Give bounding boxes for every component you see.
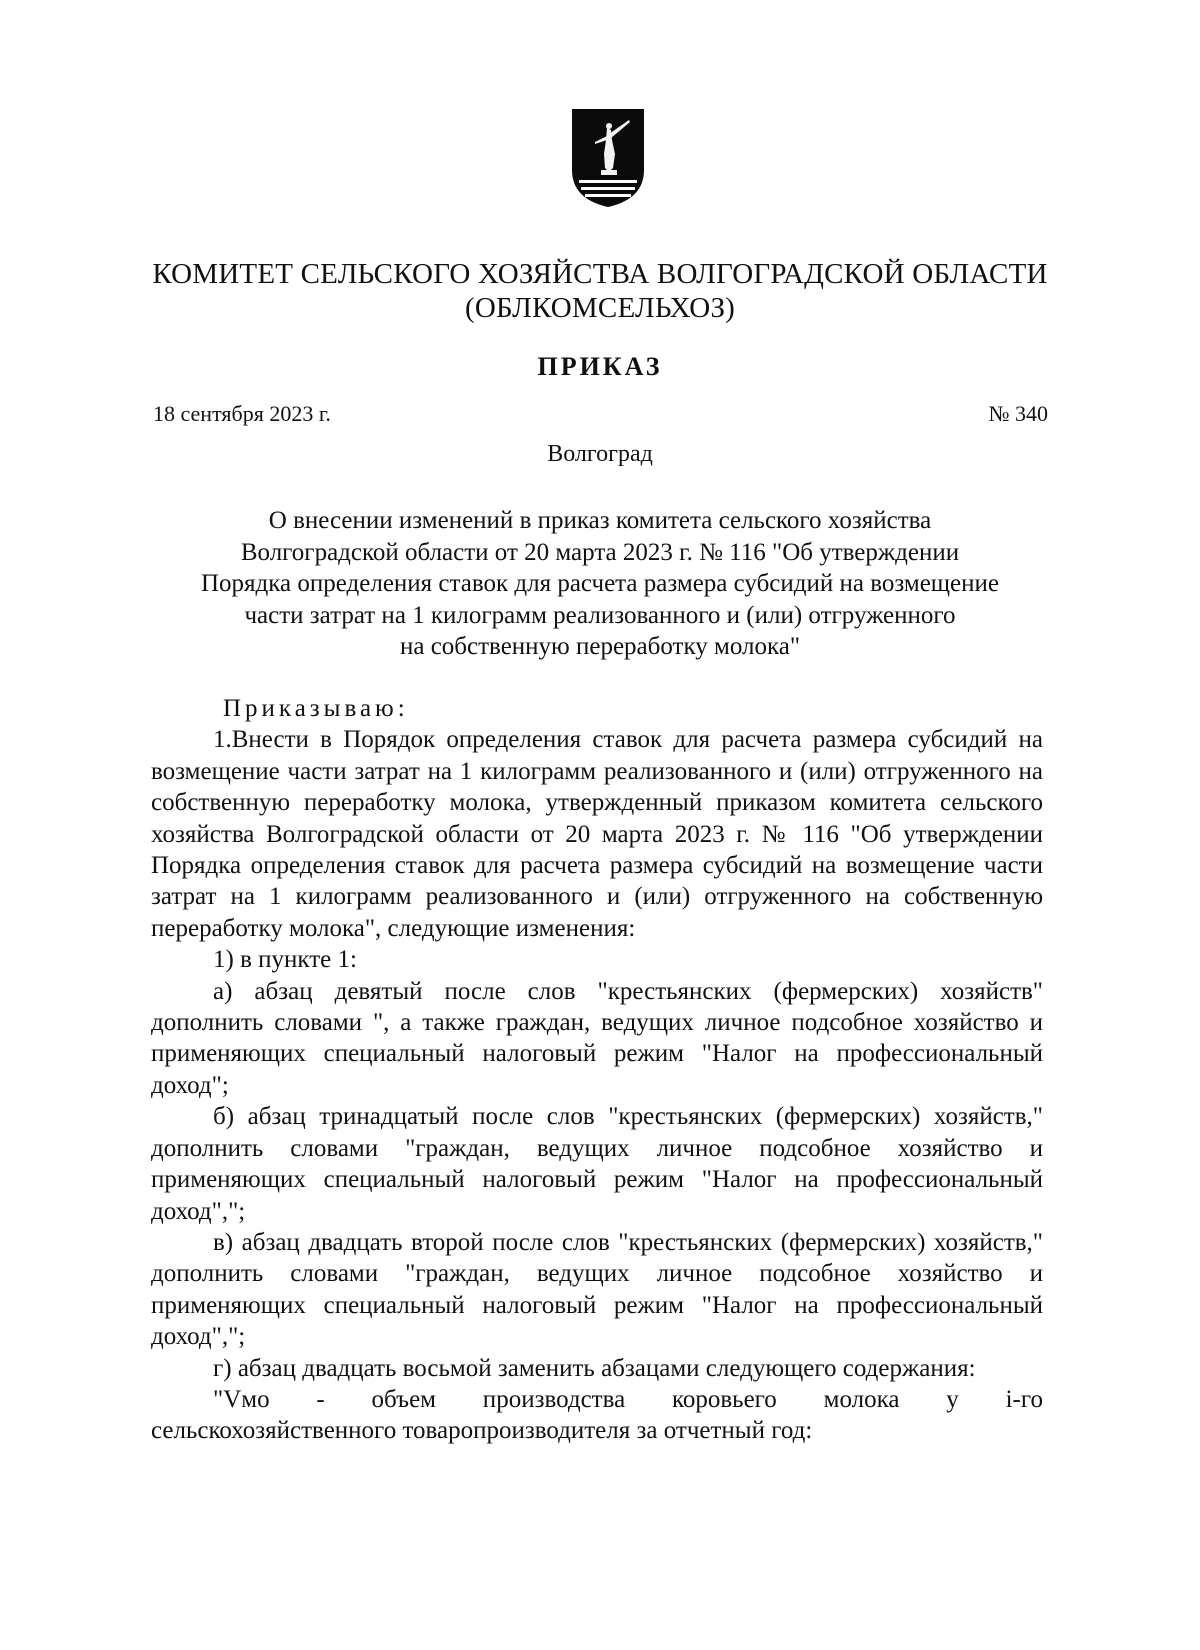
order-word: Приказываю:: [223, 695, 409, 722]
subject-line: О внесении изменений в приказ комитета сельского хозяйства: [268, 507, 932, 534]
document-subject: [140, 505, 1060, 663]
body-paragraph: 1.Внести в Порядок определения ставок для расчета размера субсидий на возмещение части затрат на 1 килограмм реализованного и (или) отгруженного на собственную переработку молока, утвержденный приказом комитета сельского хозяйства Волгоградской области от 20 марта 2023 г. № 116 "Об утверждении Порядка определения ставок для расчета размера субсидий на возмещение части затрат на 1 килограмм реализованного и (или) отгруженного на собственную переработку молока", следующие изменения:: [151, 726, 1043, 942]
subject-line: части затрат на 1 килограмм реализованного и (или) отгруженного: [244, 601, 956, 629]
volgograd-coat-of-arms-icon: [571, 108, 645, 208]
organization-abbreviation: (ОБЛКОМСЕЛЬХОЗ): [464, 292, 736, 324]
formula-tail: сельскохозяйственного товаропроизводителя за отчетный год:: [151, 1417, 813, 1445]
organization-name: КОМИТЕТ СЕЛЬСКОГО ХОЗЯЙСТВА ВОЛГОГРАДСКОЙ ОБЛАСТИ: [152, 258, 1048, 290]
document-number: № 340: [988, 401, 1048, 426]
coat-of-arms-emblem: [571, 108, 645, 208]
document-body: [151, 693, 1043, 1447]
document-city: Волгоград: [547, 441, 653, 467]
subject-line: Волгоградской области от 20 марта 2023 г. № 116 "Об утверждении: [240, 538, 960, 566]
body-paragraph: а) абзац девятый после слов "крестьянских (фермерских) хозяйств" дополнить словами ", а также граждан, ведущих личное подсобное хозяйство и применяющих специальный налоговый режим "Налог на профессиональный доход";: [151, 977, 1043, 1099]
body-paragraph: б) абзац тринадцатый после слов "крестьянских (фермерских) хозяйств," дополнить словами "граждан, ведущих личное подсобное хозяйство и применяющих специальный налоговый режим "Налог на профессиональный доход",";: [151, 1103, 1043, 1225]
subject-line: Порядка определения ставок для расчета размера субсидий на возмещение: [201, 570, 999, 598]
subject-line: на собственную переработку молока": [399, 633, 801, 661]
formula-head: "Vмо - объем производства коровьего молока у i-го: [213, 1385, 1043, 1413]
formula-definition: [151, 1384, 1043, 1447]
document-type-title: ПРИКАЗ: [537, 352, 663, 381]
body-paragraph: 1) в пункте 1:: [213, 946, 357, 974]
body-paragraph: г) абзац двадцать восьмой заменить абзацами следующего содержания:: [213, 1354, 976, 1382]
document-date: 18 сентября 2023 г.: [153, 401, 331, 426]
body-paragraph: в) абзац двадцать второй после слов "крестьянских (фермерских) хозяйств," дополнить словами "граждан, ведущих личное подсобное хозяйство и применяющих специальный налоговый режим "Налог на профессиональный доход",";: [151, 1228, 1043, 1351]
